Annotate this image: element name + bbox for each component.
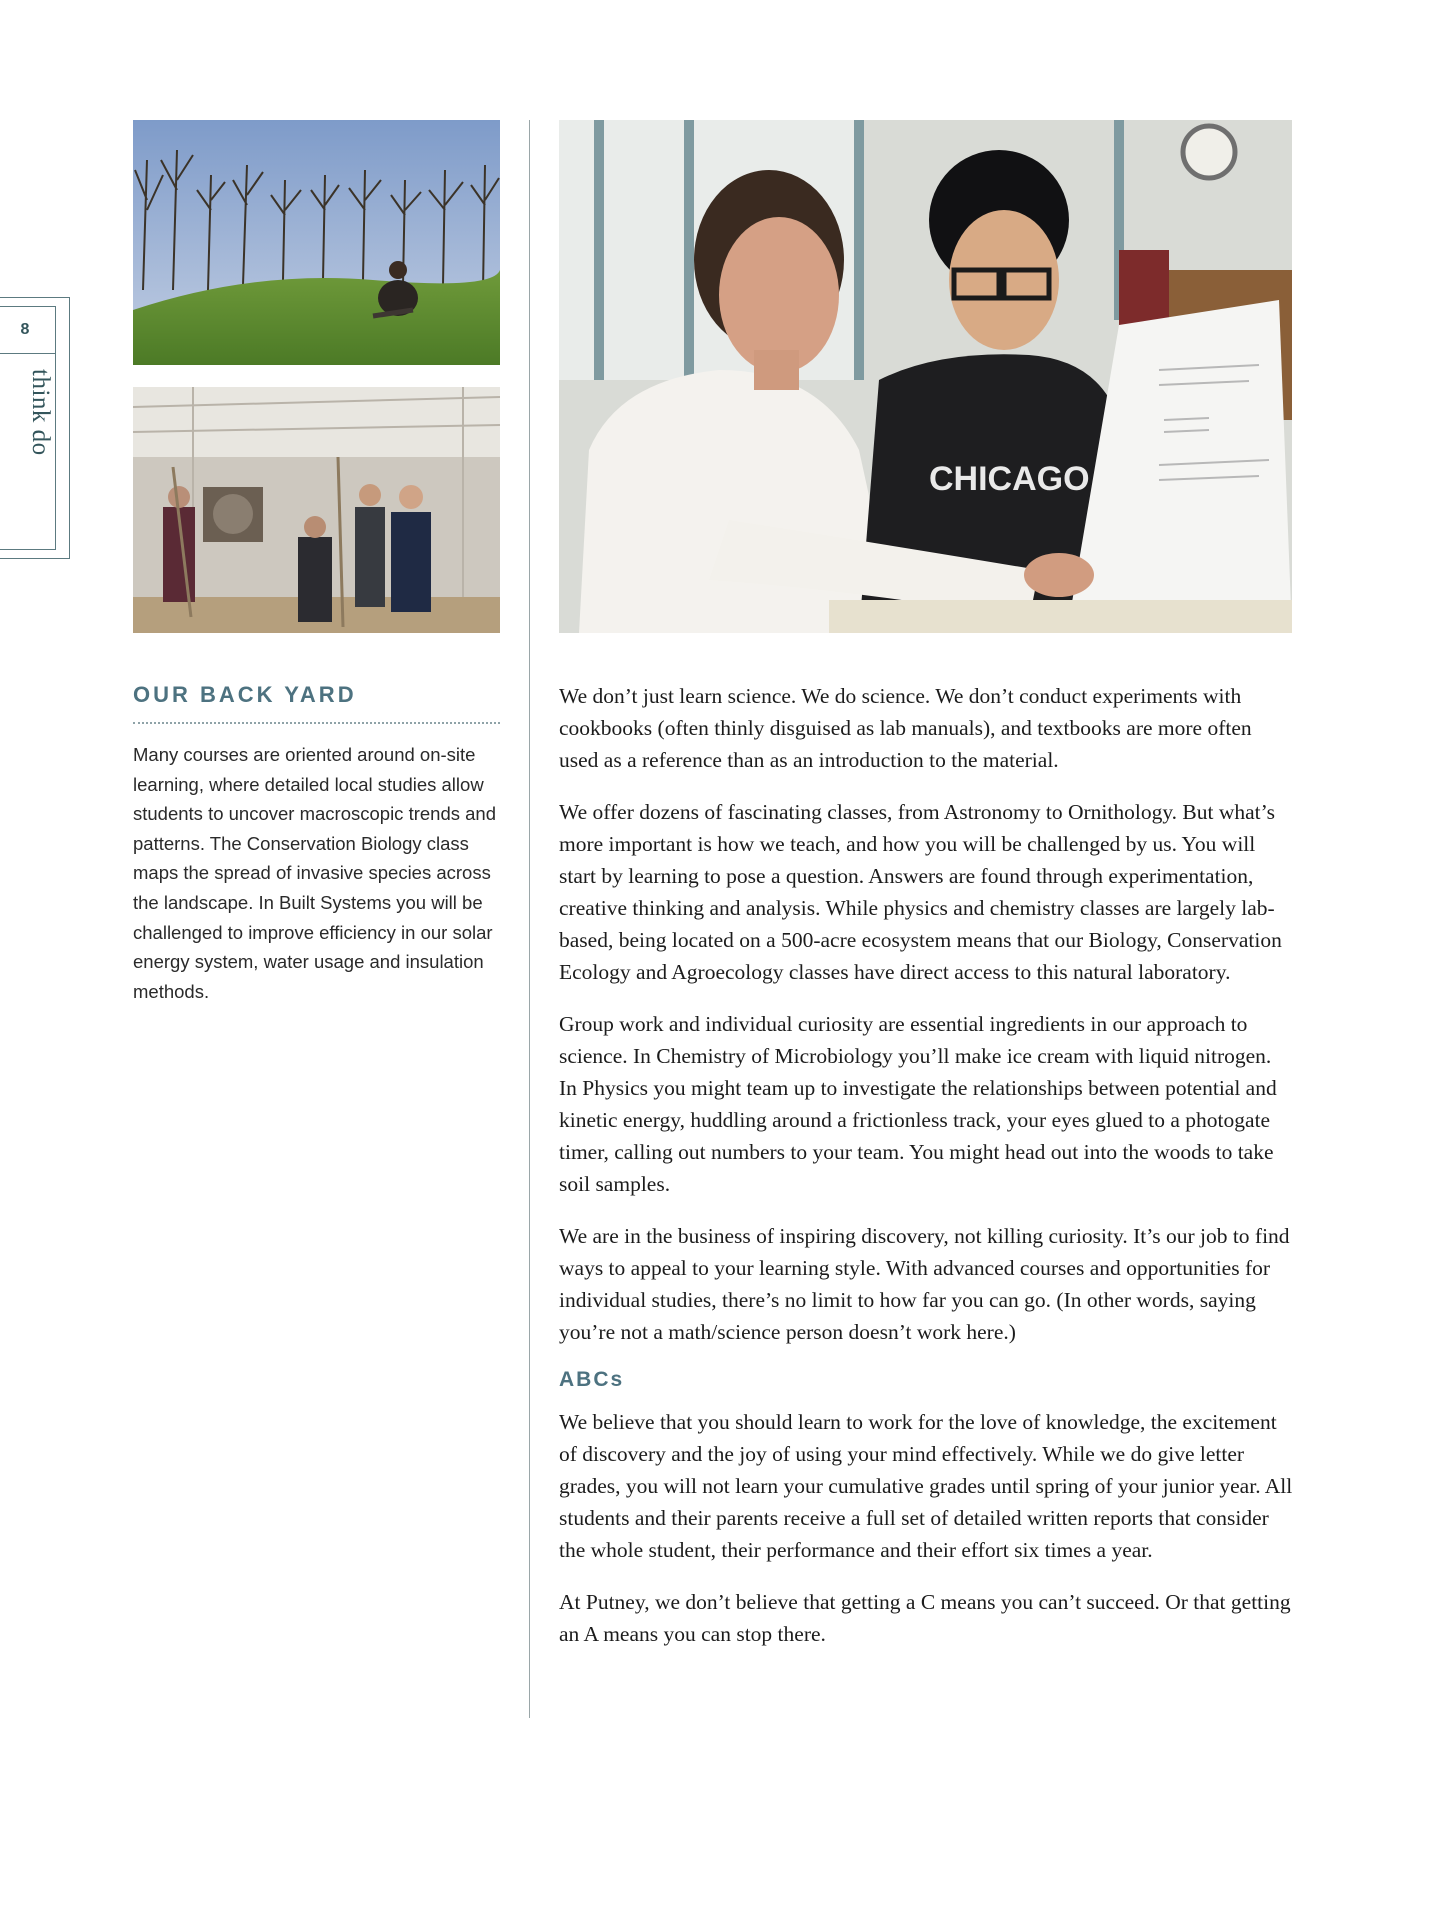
- abcs-subheading: ABCs: [559, 1368, 625, 1391]
- students-in-barn-photo-art: [133, 387, 500, 633]
- sidebar-text: Many courses are oriented around on-site learning, where detailed local studies allow students to uncover macroscopic trends and patterns. The Conservation Biology class maps the spread of invasive species across the landscape. In Built Systems you will be challenged to improve efficiency in our solar energy system, water usage and insulation methods.: [133, 744, 496, 1002]
- paragraph: We believe that you should learn to work for the love of knowledge, the excitement of discovery and the joy of using your mind effectively. While we do give letter grades, you will not learn your cumulative grades until spring of your junior year. All students and their parents receive a full set of detailed written reports that consider the whole student, their performance and their effort six times a year.: [559, 1410, 1293, 1562]
- paragraph: Group work and individual curiosity are essential ingredients in our approach to science. In Chemistry of Microbiology you’ll make ice cream with liquid nitrogen. In Physics you might team up to investigate the relationships between potential and kinetic energy, huddling around a frictionless track, your eyes glued to a photogate timer, calling out numbers to your team. You might head out into the woods to take soil samples.: [559, 1012, 1277, 1196]
- sidebar-dotted-rule: [133, 722, 500, 724]
- students-on-hill-photo: [133, 120, 500, 365]
- paragraph: We offer dozens of fascinating classes, from Astronomy to Ornithology. But what’s more important is how we teach, and how you will be challenged by us. You will start by learning to pose a question. Answers are found through experimentation, creative thinking and analysis. While physics and chemistry classes are largely lab-based, being located on a 500-acre ecosystem means that our Biology, Conservation Ecology and Agroecology classes have direct access to this natural laboratory.: [559, 800, 1282, 984]
- side-tab-inner-frame: [0, 306, 56, 550]
- tab-divider: [0, 353, 56, 354]
- page-number: 8: [20, 321, 30, 338]
- students-on-hill-photo-art: [133, 120, 500, 365]
- students-in-barn-photo: [133, 387, 500, 633]
- main-column: [559, 680, 1294, 1670]
- sidebar-heading: OUR BACK YARD: [133, 682, 357, 707]
- paragraph: We don’t just learn science. We do science. We don’t conduct experiments with cookbooks (often thinly disguised as lab manuals), and textbooks are more often used as a reference than as an introduction to the material.: [559, 684, 1252, 772]
- paragraph: We are in the business of inspiring discovery, not killing curiosity. It’s our job to find ways to appeal to your learning style. With advanced courses and opportunities for individual studies, there’s no limit to how far you can go. (In other words, saying you’re not a math/science person doesn’t work here.): [559, 1224, 1290, 1344]
- side-tab: [0, 297, 70, 559]
- paragraph: At Putney, we don’t believe that getting a C means you can’t succeed. Or that getting an A means you can stop there.: [559, 1590, 1291, 1646]
- column-divider: [529, 120, 530, 1718]
- shirt-lettering: CHICAGO: [929, 460, 1090, 498]
- section-label: think do: [27, 369, 54, 456]
- teacher-and-student-reading-photo-art: [559, 120, 1292, 633]
- teacher-and-student-reading-photo: [559, 120, 1292, 633]
